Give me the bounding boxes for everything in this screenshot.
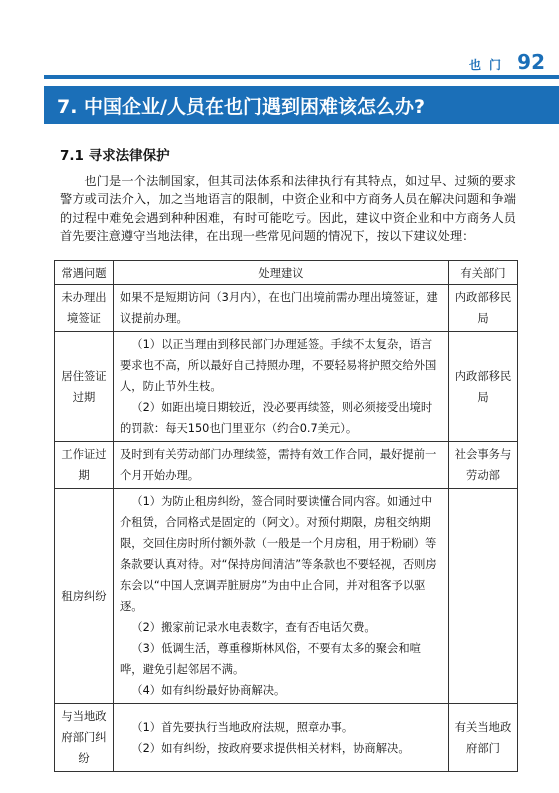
- page-number: 92: [517, 50, 545, 74]
- chapter-title: 7. 中国企业/人员在也门遇到困难该怎么办?: [57, 96, 426, 118]
- advice-line: （3）低调生活，尊重穆斯林风俗，不要有太多的聚会和喧哗，避免引起邻居不满。: [120, 642, 421, 676]
- dept-cell: 内政部移民局: [449, 332, 518, 442]
- dept-cell: [449, 489, 518, 704]
- header-problem: 常遇问题: [55, 261, 114, 285]
- advice-line: （2）如距出境日期较近，没必要再续签，则必须接受出境时的罚款：每天150也门里亚尔（约合0.7美元）。: [120, 401, 433, 435]
- table-header-row: [55, 261, 518, 285]
- advice-line: （4）如有纠纷最好协商解决。: [131, 684, 286, 697]
- intro-text: 也门是一个法制国家，但其司法体系和法律执行有其特点，如过早、过频的要求警方或司法介入，加之当地语言的限制，中资企业和中方商务人员在解决问题和争端的过程中难免会遇到种种困难，有时可能吃亏。因此，建议中资企业和中方商务人员首先要注意遵守当地法律，在出现一些常见问题的情况下，按以下建议处理：: [60, 174, 516, 244]
- advice-line: （1）为防止租房纠纷，签合同时要读懂合同内容。如通过中介租赁，合同格式是固定的（阿文）。对预付期限，房租交纳期限，交回住房时所付额外款（一般是一个月房租，用于粉刷）等条款要认真对待。对“保持房间清洁”等条款也不要轻视，否则房东会以“中国人烹调弄脏厨房”为由中止合同，并对租客予以驱逐。: [120, 495, 437, 613]
- header-advice: 处理建议: [114, 261, 449, 285]
- problem-cell: 未办理出境签证: [55, 285, 114, 332]
- table-row: [55, 442, 518, 489]
- problem-cell: 租房纠纷: [55, 489, 114, 704]
- header-rule: [44, 75, 559, 79]
- advice-cell: [114, 704, 449, 772]
- page-header: [0, 50, 559, 80]
- advice-line: （2）搬家前记录水电表数字，查有否电话欠费。: [131, 621, 376, 634]
- advice-cell: [114, 332, 449, 442]
- table-row: [55, 704, 518, 772]
- advice-line: （2）如有纠纷，按政府要求提供相关材料，协商解决。: [131, 741, 410, 755]
- dept-cell: 有关当地政府部门: [449, 704, 518, 772]
- table-row: [55, 489, 518, 704]
- problem-cell: 与当地政府部门纠纷: [55, 704, 114, 772]
- header-dept: 有关部门: [449, 261, 518, 285]
- chapter-title-bar: [44, 86, 559, 124]
- section-heading: 7.1 寻求法律保护: [60, 148, 170, 164]
- advice-line: （1）以正当理由到移民部门办理延签。手续不太复杂，语言要求也不高，所以最好自己持照办理，不要轻易将护照交给外国人，防止节外生枝。: [120, 338, 437, 393]
- advice-cell: [114, 442, 449, 489]
- problem-cell: 工作证过期: [55, 442, 114, 489]
- dept-cell: 社会事务与劳动部: [449, 442, 518, 489]
- advice-line: 如果不是短期访问（3月内），在也门出境前需办理出境签证，建议提前办理。: [120, 291, 438, 325]
- problem-cell: 居住签证过期: [55, 332, 114, 442]
- advice-cell: [114, 489, 449, 704]
- header-section-name: 也门: [468, 58, 509, 72]
- advice-line: 及时到有关劳动部门办理续签，需持有效工作合同，最好提前一个月开始办理。: [120, 448, 437, 482]
- advice-table: [54, 260, 518, 772]
- table-row: [55, 285, 518, 332]
- advice-cell: [114, 285, 449, 332]
- intro-paragraph: [60, 172, 516, 246]
- table-row: [55, 332, 518, 442]
- dept-cell: 内政部移民局: [449, 285, 518, 332]
- advice-line: （1）首先要执行当地政府法规，照章办事。: [131, 720, 354, 734]
